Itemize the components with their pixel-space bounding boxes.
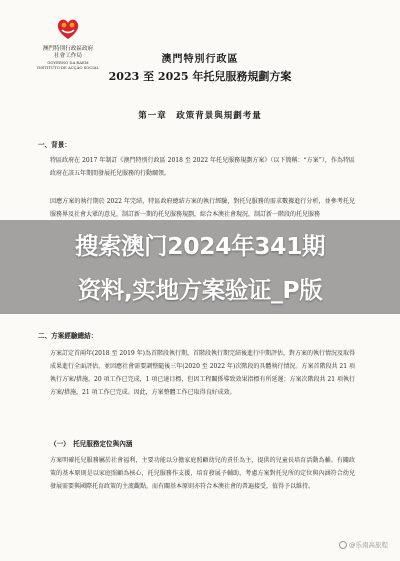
section1-paragraph2: 因應方案的執行期於 2022 年完結，特區政府總結方案的執行經驗，對托兒服務的需求數據進行分析，並參考托兒服務界及社會大眾的意見，制訂新一期的托兒服務規劃，綜合本澳社會現況，制訂新一階段的托兒服務 xyxy=(50,198,355,218)
org-name-line2: 社會工作局 xyxy=(54,53,82,59)
section1-paragraph1: 特區政府在 2017 年制訂《澳門特別行政區 2018 至 2022 年托兒服務規劃方案》（以下簡稱：“方案”），作為特區政府在該五年期間發展托兒服務的行動綱領。 xyxy=(50,157,355,177)
subsection-paragraph1: 方案明確托兒服務屬於社會福利，主要功能以分擔家庭照顧幼兒的責任為主，提供的兒童長培育活動為輔。有關政策的基本原則是以家庭照顧為核心，托兒服務作支援，培育發展予輔助，考慮方案對托兒所的定位與內涵符合幼兒發展需要與國際托育政策的主流觀點，而有關基本原則亦符合本澳社會的普遍接受，值得予以維持。 xyxy=(50,457,355,490)
section2-paragraph1: 方案訂定首兩年(2018 至 2019 年)為首階段執行期，首階段執行期完結後進行中期評估，對方案的執行情況及取得成果進行全面評估，並因應社會需要調整隨後三年(2020 至 2022 年)次階段的具體執行情況。方案首階段共 21 項執行方案/措施，20 項工作已完成，1 項已達目標，但因工程關係導致效果指標有所延遲；方案次階段共 21 項執行方案/措施，21 項工作已完成。因此，方案整體工作已取得良好成效。 xyxy=(50,350,355,396)
org-name-pt-line2: INSTITUTO DE ACÇÃO SOCIAL xyxy=(36,65,100,70)
org-name-line1: 澳門特別行政區政府 xyxy=(42,46,94,52)
org-name-pt-line1: GOVERNO DA RAEM xyxy=(47,60,89,65)
section2-heading: 二、方案經驗總結： xyxy=(38,332,98,340)
subsection-heading: （一） 托兒服務定位與內涵 xyxy=(50,440,133,448)
document-title-line1: 澳門特別行政區 xyxy=(161,54,239,65)
watermark-camera-icon xyxy=(339,541,347,549)
section1-heading: 一、背景： xyxy=(38,141,71,149)
source-watermark xyxy=(339,540,388,549)
watermark-text: @乐南高旅程 xyxy=(349,541,388,549)
document-title-line2: 2023 至 2025 年托兒服務規劃方案 xyxy=(108,70,292,83)
banner-headline-line1: 搜索澳门2024年341期 xyxy=(74,232,326,260)
chapter-title: 第一章 政策背景與規劃考量 xyxy=(138,111,262,121)
ias-logo-icon xyxy=(53,14,83,44)
banner-headline-line2: 资料,实地方案验证_P版 xyxy=(77,276,323,304)
